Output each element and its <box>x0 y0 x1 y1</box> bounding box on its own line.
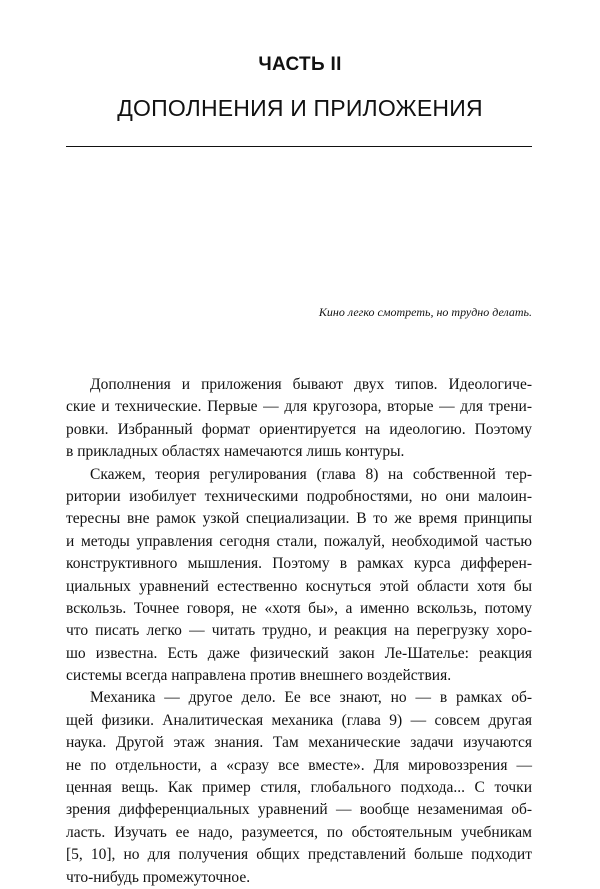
paragraph-2-line-7: вскользь. Точнее говоря, не «хотя бы», а именно вскользь, потому <box>66 599 532 617</box>
paragraph-2-line-6: циальных уравнений естественно коснуться этой области хотя бы <box>66 577 532 595</box>
part-label: ЧАСТЬ II <box>258 54 342 75</box>
paragraph-1-line-1: Дополнения и приложения бывают двух типов. Идеологиче- <box>90 376 532 393</box>
paragraph-2-line-5: конструктивного мышления. Поэтому в рамках курса дифферен- <box>66 555 532 573</box>
paragraph-3-line-1: Механика — другое дело. Ее все знают, но — в рамках об- <box>90 689 532 707</box>
paragraph-2-line-8: что писать легко — читать трудно, и реакция на перегрузку хоро- <box>66 622 532 640</box>
paragraph-3-line-3: наука. Другой этаж знания. Там механические задачи изучаются <box>66 734 532 752</box>
paragraph-3-line-4: не по отдельности, а «сразу все вместе». Для мировоззрения — <box>66 756 532 774</box>
part-title: ДОПОЛНЕНИЯ И ПРИЛОЖЕНИЯ <box>117 95 483 121</box>
paragraph-2-line-3: тересны вне рамок узкой специализации. В то же время принципы <box>66 510 532 528</box>
title-divider <box>66 146 532 147</box>
paragraph-1-line-2: ские и технические. Первые — для кругозора, вторые — для трени- <box>66 398 532 416</box>
paragraph-2-line-1: Скажем, теория регулирования (глава 8) на собственной тер- <box>90 465 532 483</box>
paragraph-1-line-3: ровки. Избранный формат ориентируется на идеологию. Поэтому <box>66 420 532 438</box>
paragraph-3-line-2: щей физики. Аналитическая механика (глава 9) — совсем другая <box>66 711 532 729</box>
paragraph-2-line-4: и методы управления сегодня стали, пожалуй, необходимой частью <box>66 532 532 550</box>
paragraph-2-line-2: ритории изобилует техническими подробностями, но они малоин- <box>66 487 532 505</box>
epigraph: Кино легко смотреть, но трудно делать. <box>318 305 532 319</box>
paragraph-3-line-6: зрения дифференциальных уравнений — вообще незаменимая об- <box>66 801 532 819</box>
paragraph-1-line-4: в прикладных областях намечаются лишь контуры. <box>66 443 405 461</box>
paragraph-3-line-5: ценная вещь. Как пример стиля, глобального подхода... С точки <box>66 779 532 797</box>
paragraph-3-line-7: ласть. Изучать ее надо, разумеется, по обстоятельным учебникам <box>66 823 532 841</box>
paragraph-2-line-9: шо известна. Есть даже физический закон Ле-Шателье: реакция <box>66 644 532 662</box>
paragraph-3-line-9: что-нибудь промежуточное. <box>66 868 251 886</box>
body-text <box>66 374 532 889</box>
paragraph-3-line-8: [5, 10], но для получения общих представлений больше подходит <box>66 846 532 864</box>
paragraph-2-line-10: системы всегда направлена против внешнего воздействия. <box>66 667 452 685</box>
